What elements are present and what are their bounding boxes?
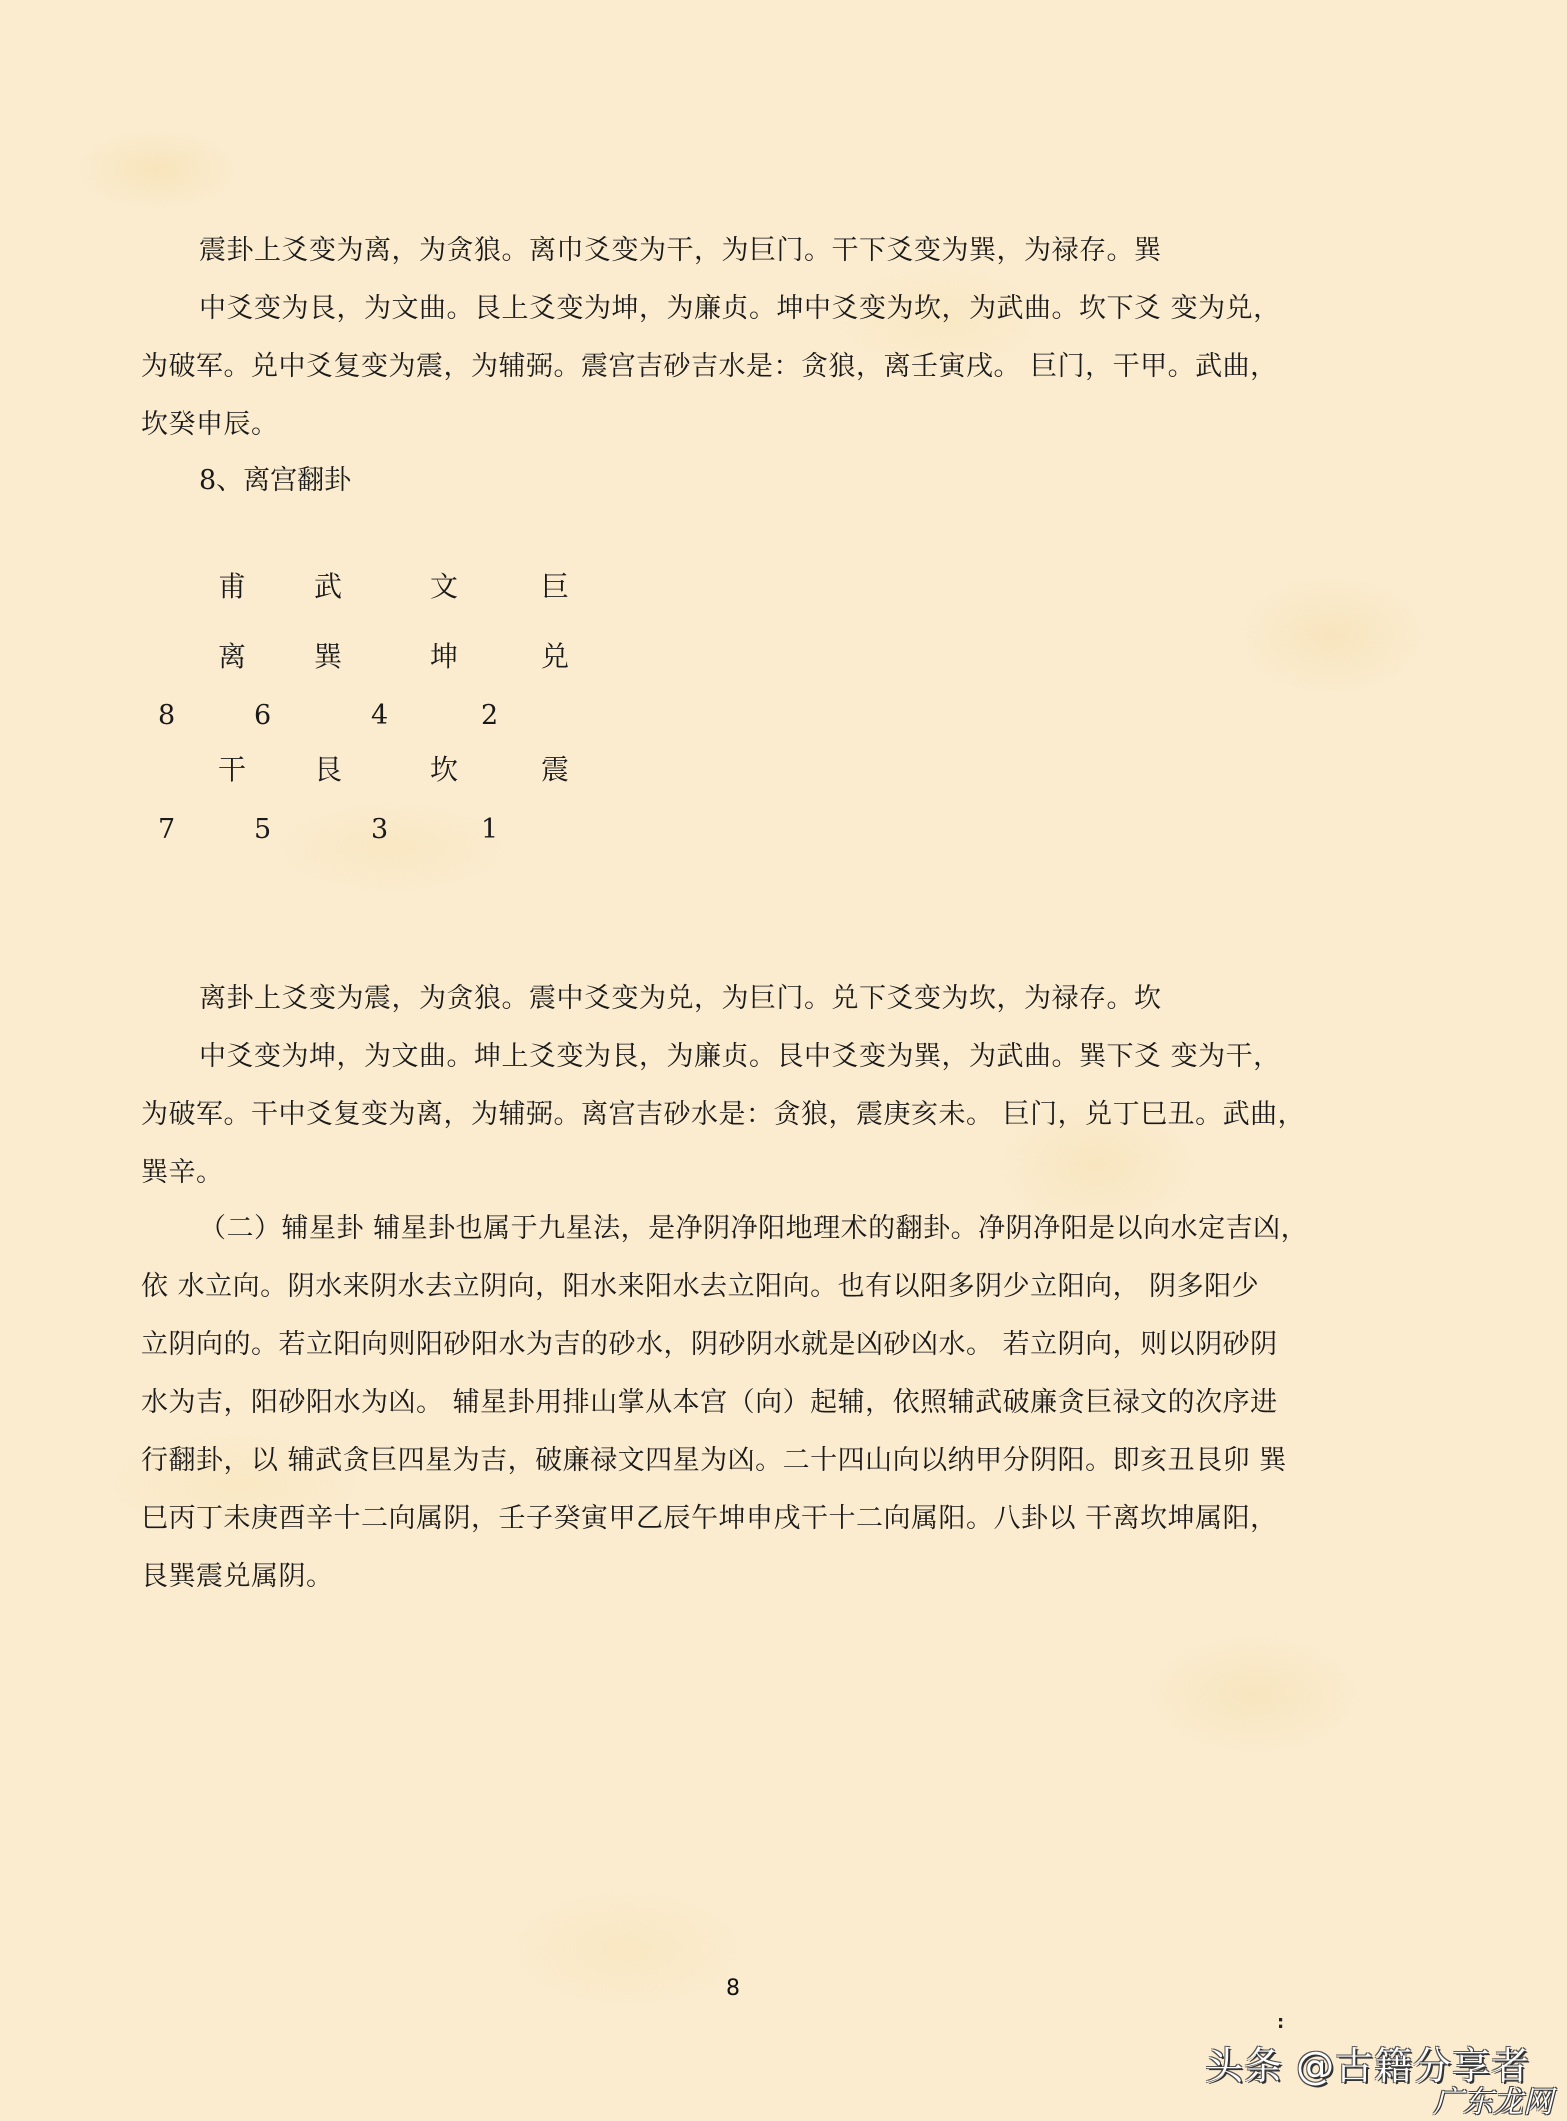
watermark-site: 广东龙网 [1433, 2085, 1553, 2120]
diagram-trigram: 震 [541, 753, 570, 786]
text-line: 中爻变为坤，为文曲。坤上爻变为艮，为廉贞。艮中爻变为巽，为武曲。巽下爻 变为干， [199, 1041, 1281, 1072]
text-line: 行翻卦，以 辅武贪巨四星为吉，破廉禄文四星为凶。二十四山向以纳甲分阴阳。即亥丑艮卯 巽 [141, 1445, 1287, 1476]
text-line: 为破军。兑中爻复变为震，为辅弼。震宫吉砂吉水是：贪狼，离壬寅戌。 巨门，干甲。武曲， [141, 351, 1278, 382]
paragraph-li-palace [141, 970, 1356, 1202]
diagram-number: 2 [481, 700, 499, 731]
footer-mark: : [1277, 2012, 1285, 2033]
diagram-trigram: 坎 [430, 753, 459, 786]
text-line: 巳丙丁未庚酉辛十二向属阴，壬子癸寅甲乙辰午坤申戌干十二向属阳。八卦以 干离坎坤属阳， [141, 1503, 1278, 1534]
text-line: 坎癸申辰。 [141, 409, 279, 440]
diagram-star: 文 [430, 570, 459, 603]
section-heading: 8、离宫翻卦 [199, 465, 352, 496]
text-line: 水为吉，阳砂阳水为凶。 辅星卦用排山掌从本宫（向）起辅，依照辅武破廉贪巨禄文的次序进 [141, 1387, 1278, 1418]
paragraph-fuxing-gua [141, 1200, 1356, 1606]
diagram-trigram: 坤 [430, 640, 459, 673]
diagram-number: 6 [254, 700, 272, 731]
watermark-author: 头条 @古籍分享者 [1205, 2044, 1531, 2088]
text-line: 离卦上爻变为震，为贪狼。震中爻变为兑，为巨门。兑下爻变为坎，为禄存。坎 [199, 983, 1162, 1014]
diagram-trigram: 兑 [541, 640, 570, 673]
paragraph-zhen-palace [141, 222, 1356, 454]
diagram-trigram: 巽 [314, 640, 343, 673]
diagram-number: 7 [158, 814, 176, 845]
text-line: 巽辛。 [141, 1157, 224, 1188]
diagram-number: 5 [254, 814, 272, 845]
text-line: （二）辅星卦 辅星卦也属于九星法，是净阴净阳地理术的翻卦。净阴净阳是以向水定吉凶， [199, 1213, 1309, 1244]
diagram-star: 武 [314, 570, 343, 603]
diagram-number: 8 [158, 700, 176, 731]
text-line: 依 水立向。阴水来阴水去立阴向，阳水来阳水去立阳向。也有以阳多阴少立阳向， 阴多阳少 [141, 1271, 1260, 1302]
diagram-number: 4 [371, 700, 389, 731]
diagram-trigram: 干 [218, 753, 247, 786]
diagram-number: 1 [481, 814, 499, 845]
diagram-number: 3 [371, 814, 389, 845]
text-line: 为破军。干中爻复变为离，为辅弼。离宫吉砂水是：贪狼，震庚亥未。 巨门，兑丁巳丑。武曲， [141, 1099, 1306, 1130]
diagram-star: 巨 [541, 570, 570, 603]
text-line: 艮巽震兑属阴。 [141, 1561, 334, 1592]
text-line: 震卦上爻变为离，为贪狼。离巾爻变为干，为巨门。干下爻变为巽，为禄存。巽 [199, 235, 1162, 266]
diagram-star: 甫 [218, 570, 247, 603]
diagram-trigram: 离 [218, 640, 247, 673]
page-number: 8 [726, 1976, 740, 2001]
text-line: 中爻变为艮，为文曲。艮上爻变为坤，为廉贞。坤中爻变为坎，为武曲。坎下爻 变为兑， [199, 293, 1281, 324]
text-line: 立阴向的。若立阳向则阳砂阳水为吉的砂水，阴砂阴水就是凶砂凶水。 若立阴向，则以阴砂阴 [141, 1329, 1278, 1360]
diagram-trigram: 艮 [314, 753, 343, 786]
